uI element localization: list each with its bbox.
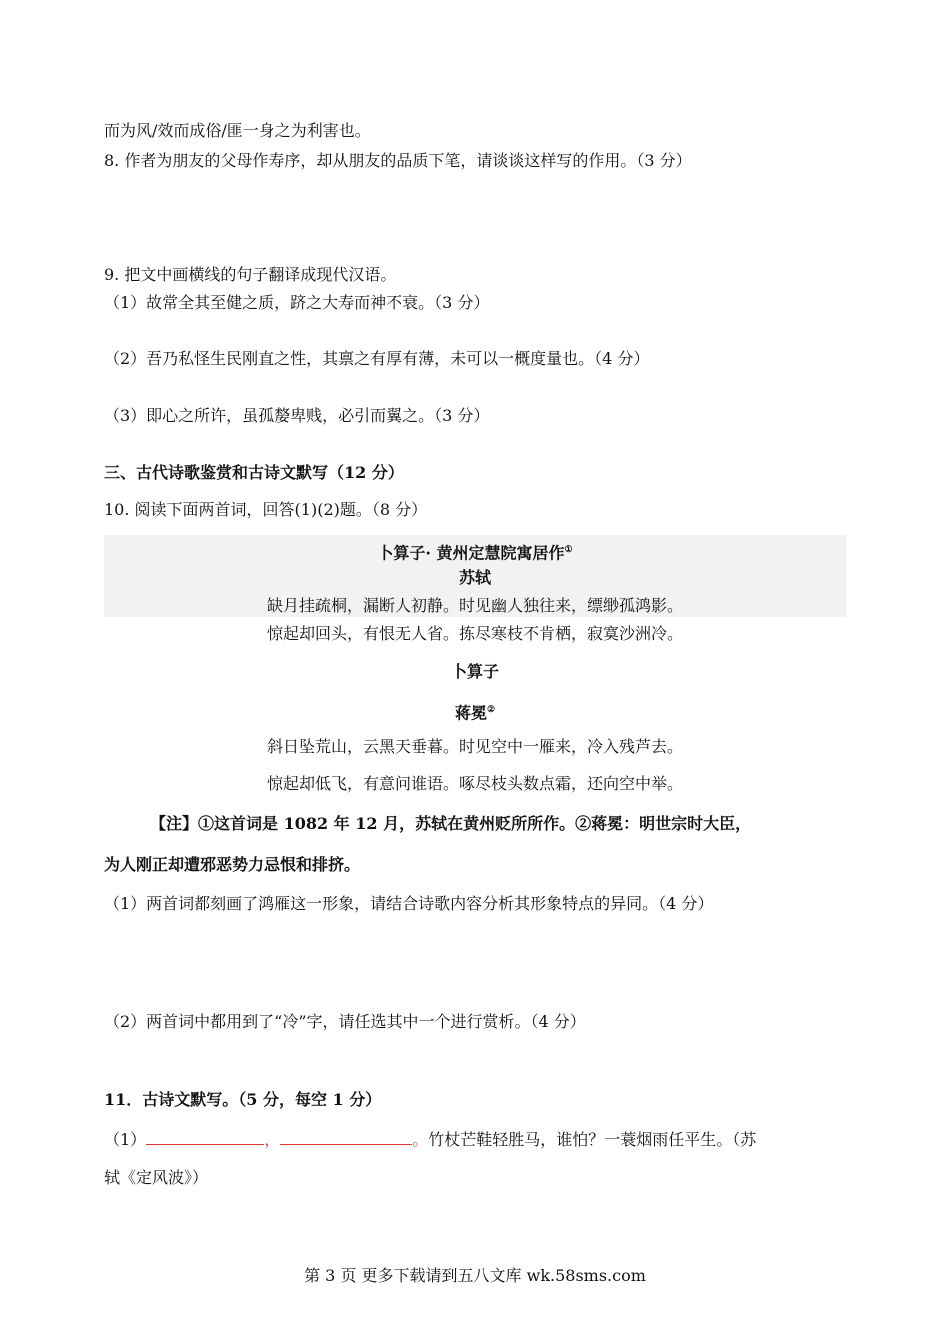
poem1-line: 惊起却回头，有恨无人省。拣尽寒枝不肯栖，寂寞沙洲冷。	[266, 624, 683, 643]
poem2-line: 惊起却低飞，有意问谁语。啄尽枝头数点霜，还向空中举。	[266, 774, 683, 793]
poem2-author: 蒋冕	[454, 703, 487, 723]
blank-separator: ，	[264, 1130, 281, 1149]
poem1-title-wrap	[104, 540, 846, 563]
question-10-1: （1）两首词都刻画了鸿雁这一形象，请结合诗歌内容分析其形象特点的异同。（4 分）	[104, 894, 714, 913]
poem2-line: 斜日坠荒山，云黑天垂暮。时见空中一雁来，冷入残芦去。	[266, 737, 683, 756]
section-heading: 三、古代诗歌鉴赏和古诗文默写（12 分）	[104, 463, 404, 482]
question-10: 10. 阅读下面两首词，回答(1)(2)题。（8 分）	[104, 500, 428, 519]
poem2-author-note: ②	[486, 705, 496, 715]
blank-terminator: 。	[412, 1130, 429, 1149]
annotation: 【注】①这首词是 1082 年 12 月，苏轼在黄州贬所所作。②蒋冕：明世宗时大臣，	[150, 814, 752, 833]
poem1-line: 缺月挂疏桐，漏断人初静。时见幽人独往来，缥缈孤鸿影。	[266, 596, 683, 615]
poem1-title-note: ①	[564, 545, 573, 555]
verse-source: 轼《定风波》）	[104, 1168, 209, 1187]
item-number: （1）	[104, 1130, 147, 1149]
question-11-1	[104, 1128, 756, 1150]
answer-blank-2[interactable]	[280, 1128, 412, 1145]
text-line: 而为风/效而成俗/匪一身之为利害也。	[104, 121, 371, 140]
poem2-author-wrap	[104, 700, 846, 723]
poem2-title: 卜算子	[450, 662, 499, 681]
poem1-title: 卜算子· 黄州定慧院寓居作	[377, 543, 565, 563]
question-9-1: （1）故常全其至健之质，跻之大寿而神不衰。（3 分）	[104, 293, 490, 312]
question-9: 9. 把文中画横线的句子翻译成现代汉语。	[104, 265, 397, 284]
question-8: 8. 作者为朋友的父母作寿序，却从朋友的品质下笔，请谈谈这样写的作用。（3 分）	[104, 151, 692, 170]
annotation-continued: 为人刚正却遭邪恶势力忌恨和排挤。	[104, 855, 361, 874]
verse-text: 竹杖芒鞋轻胜马，谁怕？一蓑烟雨任平生。（苏	[428, 1130, 757, 1149]
question-9-3: （3）即心之所许，虽孤嫠卑贱，必引而翼之。（3 分）	[104, 406, 490, 425]
answer-blank-1[interactable]	[146, 1128, 264, 1145]
poem1-author: 苏轼	[458, 568, 491, 587]
page-footer: 第 3 页 更多下载请到五八文库 wk.58sms.com	[304, 1266, 646, 1285]
question-9-2: （2）吾乃私怪生民刚直之性，其禀之有厚有薄，未可以一概度量也。（4 分）	[104, 349, 650, 368]
question-11: 11．古诗文默写。（5 分，每空 1 分）	[104, 1090, 382, 1109]
question-10-2: （2）两首词中都用到了“冷”字，请任选其中一个进行赏析。（4 分）	[104, 1012, 586, 1031]
